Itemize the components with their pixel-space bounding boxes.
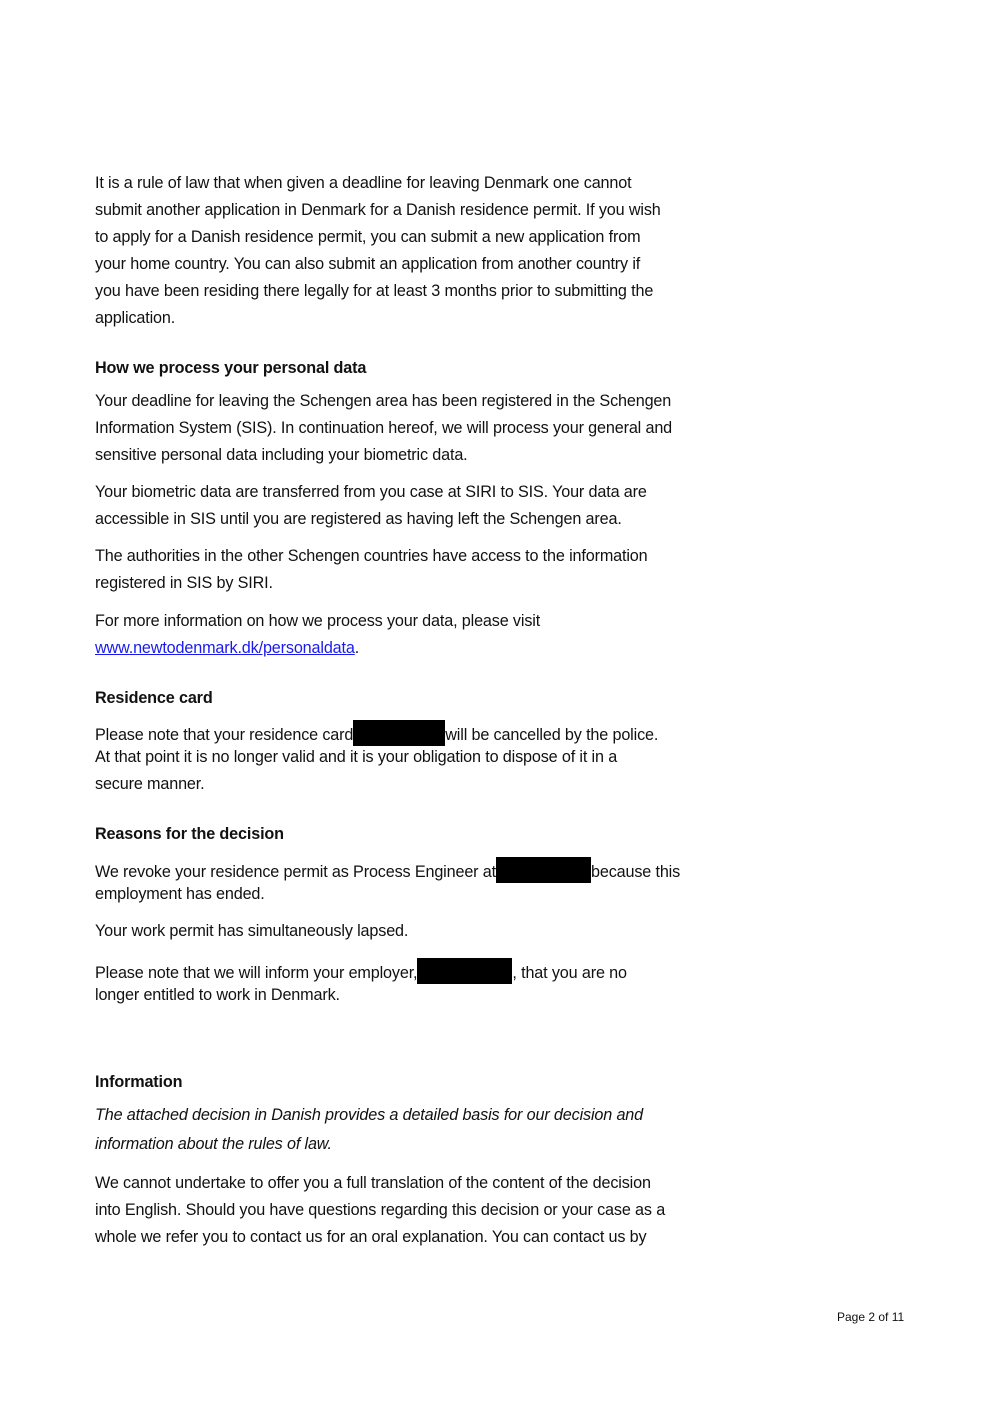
text-line xyxy=(95,638,359,658)
text-line: At that point it is no longer valid and it is your obligation to dispose of it in a xyxy=(95,748,618,766)
text-line: The authorities in the other Schengen countries have access to the information xyxy=(95,547,648,565)
section-heading: Reasons for the decision xyxy=(95,825,284,843)
text-line xyxy=(95,958,627,984)
text-line: submit another application in Denmark for a Danish residence permit. If you wish xyxy=(95,201,661,219)
text-fragment: Please note that we will inform your employer, xyxy=(95,964,418,982)
text-fragment: will be cancelled by the police. xyxy=(445,726,659,744)
text-line: accessible in SIS until you are registered as having left the Schengen area. xyxy=(95,510,622,528)
redaction-box xyxy=(496,857,591,883)
text-line: your home country. You can also submit an application from another country if xyxy=(95,255,641,273)
section-heading: Residence card xyxy=(95,689,213,707)
text-line xyxy=(95,720,658,746)
text-line: employment has ended. xyxy=(95,885,265,903)
text-line xyxy=(95,857,680,883)
italic-line: The attached decision in Danish provides a detailed basis for our decision and xyxy=(95,1106,644,1124)
link-suffix: . xyxy=(354,639,360,657)
text-line: longer entitled to work in Denmark. xyxy=(95,986,340,1004)
redaction-box xyxy=(353,720,445,746)
redaction-box xyxy=(417,958,512,984)
text-line: sensitive personal data including your biometric data. xyxy=(95,446,468,464)
text-line: Information System (SIS). In continuation hereof, we will process your general and xyxy=(95,419,673,437)
text-line: Your biometric data are transferred from you case at SIRI to SIS. Your data are xyxy=(95,483,647,501)
text-line: For more information on how we process your data, please visit xyxy=(95,612,541,630)
text-line: into English. Should you have questions regarding this decision or your case as a xyxy=(95,1201,666,1219)
text-line: you have been residing there legally for at least 3 months prior to submitting the xyxy=(95,282,654,300)
italic-line: information about the rules of law. xyxy=(95,1135,332,1153)
text-line: to apply for a Danish residence permit, you can submit a new application from xyxy=(95,228,641,246)
text-fragment: , that you are no xyxy=(512,964,627,982)
text-line: whole we refer you to contact us for an oral explanation. You can contact us by xyxy=(95,1228,647,1246)
section-heading: Information xyxy=(95,1073,183,1091)
text-line: It is a rule of law that when given a deadline for leaving Denmark one cannot xyxy=(95,174,632,192)
text-fragment: Please note that your residence card xyxy=(95,726,354,744)
section-heading: How we process your personal data xyxy=(95,359,367,377)
text-line: Your deadline for leaving the Schengen area has been registered in the Schengen xyxy=(95,392,672,410)
page-number: Page 2 of 11 xyxy=(837,1310,905,1324)
text-line: registered in SIS by SIRI. xyxy=(95,574,273,592)
text-line: application. xyxy=(95,309,176,327)
text-fragment: because this xyxy=(590,863,681,881)
text-line: We cannot undertake to offer you a full translation of the content of the decision xyxy=(95,1174,651,1192)
text-fragment: We revoke your residence permit as Process Engineer at xyxy=(95,863,496,881)
text-line: secure manner. xyxy=(95,775,205,793)
text-line: Your work permit has simultaneously lapsed. xyxy=(95,922,409,940)
personal-data-link[interactable]: www.newtodenmark.dk/personaldata xyxy=(95,639,355,657)
